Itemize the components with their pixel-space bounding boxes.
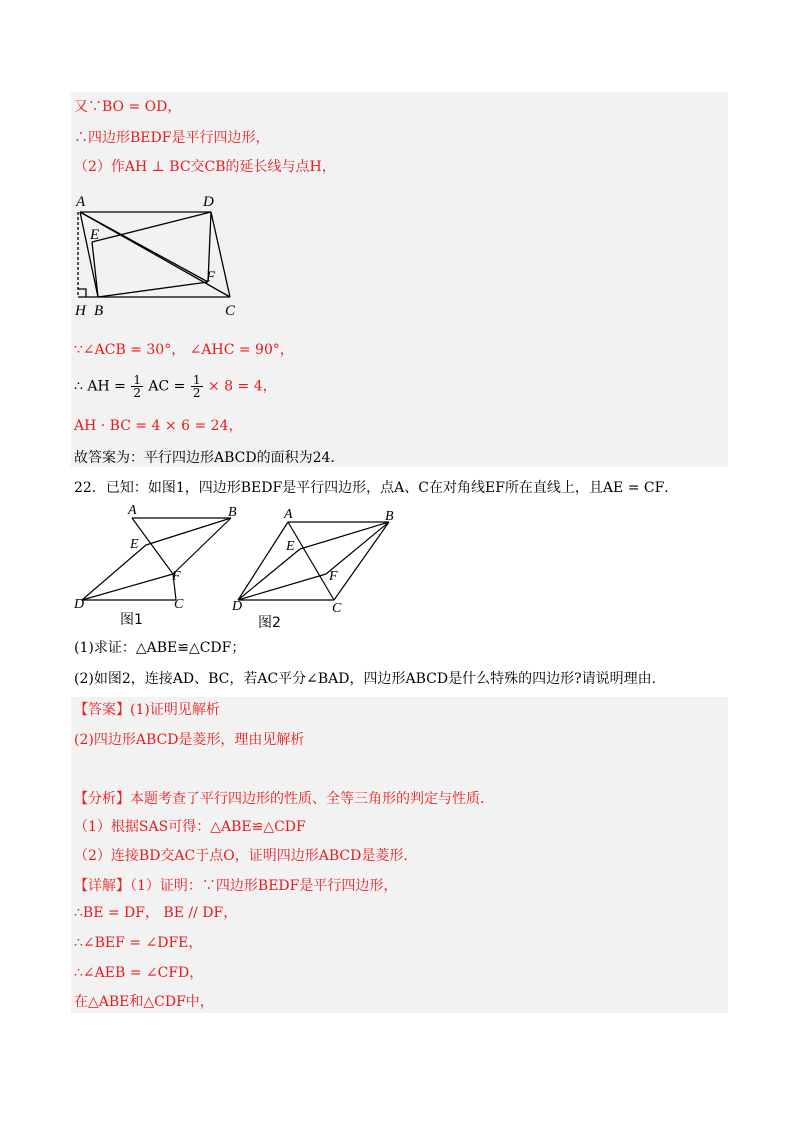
fig1-label-A: A [128, 503, 137, 518]
answer-line-1: 【答案】(1)证明见解析 [74, 702, 220, 718]
fig1-label-D: D [74, 597, 85, 612]
fig1-label-E: E [130, 537, 139, 552]
figure-2 [228, 502, 403, 630]
answer-line-2: (2)四边形ABCD是菱形，理由见解析 [74, 732, 305, 748]
solution-line-4: ∵∠ACB = 30°， ∠AHC = 90°， [74, 342, 294, 358]
frac-num-2: 1 [192, 373, 201, 387]
fraction-half-2 [191, 374, 203, 399]
frac-den-2: 2 [192, 386, 201, 400]
detail-line-1: 【详解】（1）证明：∵四边形BEDF是平行四边形， [74, 878, 398, 894]
solution-line-6: AH · BC = 4 × 6 = 24， [74, 418, 243, 434]
solution-line-1: 又∵BO = OD， [74, 99, 182, 115]
detail-line-4: ∴∠AEB = ∠CFD， [74, 965, 204, 981]
fig2-label-F: F [329, 569, 338, 584]
detail-line-2: ∴BE = DF， BE // DF， [74, 905, 238, 921]
fig1-label-B: B [228, 505, 237, 520]
fig-label-A: A [76, 194, 86, 210]
frac-den: 2 [133, 386, 141, 400]
fig1-label-C: C [174, 597, 184, 612]
analysis-point-1: （1）根据SAS可得：△ABE≌△CDF [74, 819, 306, 835]
detail-line-3: ∴∠BEF = ∠DFE， [74, 935, 203, 951]
question-part-1: (1)求证：△ABE≌△CDF； [74, 640, 246, 656]
fig2-caption: 图2 [258, 615, 281, 630]
question-part-2: (2)如图2，连接AD、BC，若AC平分∠BAD，四边形ABCD是什么特殊的四边形?请说明理由. [74, 671, 657, 687]
solution-line-5 [74, 374, 277, 399]
fig1-caption: 图1 [120, 612, 143, 627]
fig-label-E: E [90, 227, 100, 243]
figure-1 [70, 502, 243, 627]
analysis-point-2: （2）连接BD交AC于点O，证明四边形ABCD是菱形． [74, 848, 418, 864]
fig2-label-C: C [332, 601, 342, 616]
fig1-label-F: F [172, 569, 181, 584]
detail-line-5: 在△ABE和△CDF中， [74, 994, 214, 1010]
fig2-label-A: A [284, 507, 293, 522]
frac-num: 1 [133, 373, 141, 387]
fig-label-D: D [203, 194, 214, 210]
ac-mid: AC = [148, 378, 186, 395]
solution-line-7: 故答案为：平行四边形ABCD的面积为24． [74, 450, 345, 466]
solution-line-2: ∴四边形BEDF是平行四边形， [74, 130, 270, 146]
ah-result: × 8 = 4， [207, 378, 277, 395]
solution-line-3: （2）作AH ⊥ BC交CB的延长线与点H， [74, 159, 336, 175]
fig2-label-B: B [385, 509, 394, 524]
ah-prefix: ∴ AH = [74, 378, 126, 395]
question-stem: 22．已知：如图1，四边形BEDF是平行四边形，点A、C在对角线EF所在直线上，且AE = CF． [74, 480, 679, 496]
analysis-line: 【分析】本题考查了平行四边形的性质、全等三角形的判定与性质． [74, 791, 494, 807]
fig2-label-D: D [232, 599, 243, 614]
fig-label-F: F [206, 269, 216, 285]
parallelogram-height-figure [70, 190, 250, 320]
fig2-label-E: E [286, 539, 295, 554]
fig-label-C: C [225, 303, 236, 319]
fig-label-H: H [75, 303, 86, 319]
fig-label-B: B [94, 303, 104, 319]
fraction-half-1 [131, 374, 143, 399]
